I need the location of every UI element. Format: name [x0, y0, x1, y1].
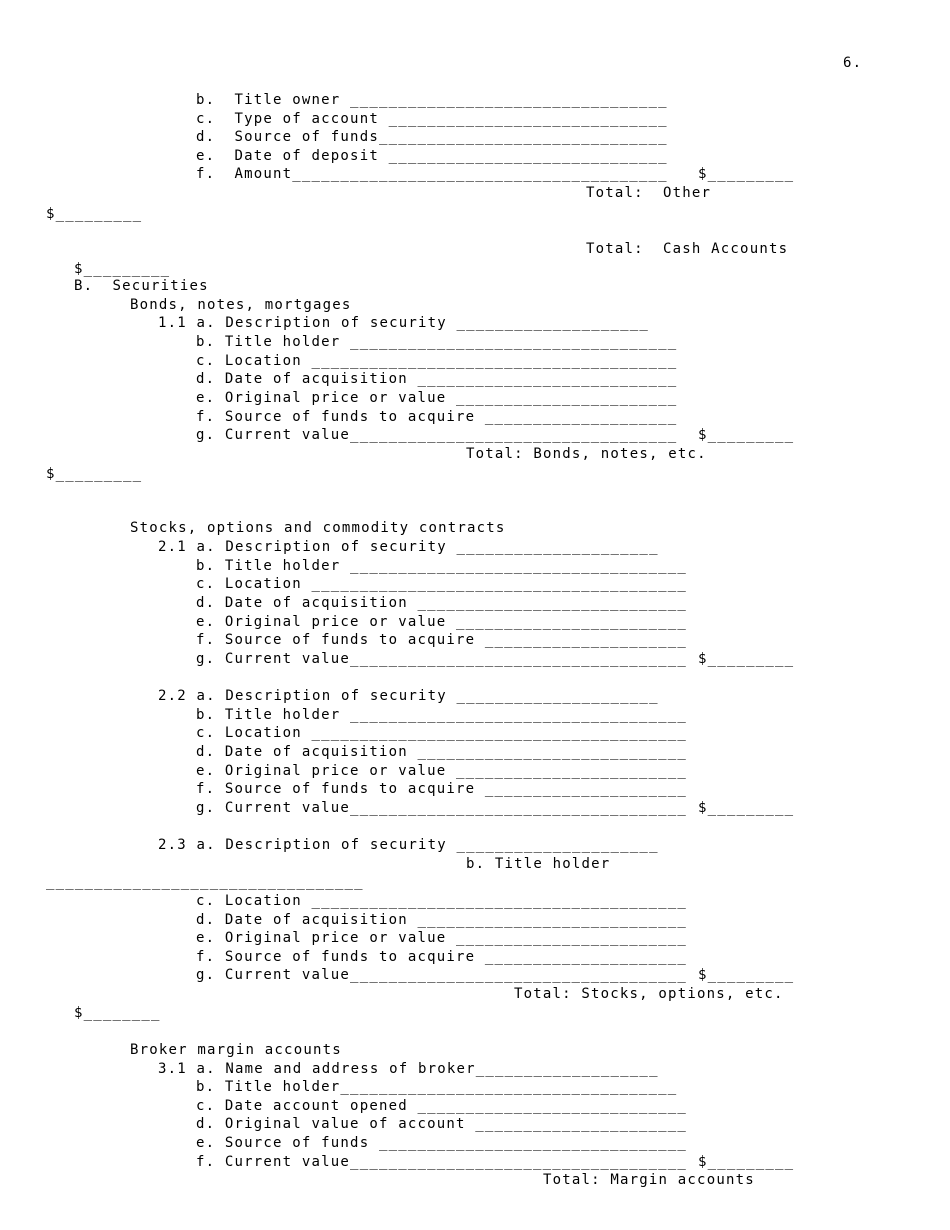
- total-margin-label: Total: Margin accounts: [543, 1172, 755, 1188]
- stocks-heading: Stocks, options and commodity contracts: [130, 520, 506, 536]
- stock-2-3-description-field: 2.3 a. Description of security _____________________: [158, 837, 659, 853]
- stock-2-1-title-holder-field: b. Title holder ___________________________________: [196, 558, 688, 574]
- stock-2-1-location-field: c. Location _______________________________________: [196, 576, 688, 592]
- bond-1-1-source-funds-field: f. Source of funds to acquire ____________________: [196, 409, 678, 425]
- stock-2-2-description-field: 2.2 a. Description of security _____________________: [158, 688, 659, 704]
- stock-2-2-title-holder-field: b. Title holder ___________________________________: [196, 707, 688, 723]
- total-other-amount: $_________: [46, 206, 143, 222]
- stock-2-3-current-value-field: g. Current value___________________________________: [196, 967, 688, 983]
- stock-2-3-date-acquisition-field: d. Date of acquisition ____________________________: [196, 912, 688, 928]
- total-bonds-amount: $_________: [46, 466, 143, 482]
- stock-2-2-date-acquisition-field: d. Date of acquisition ____________________________: [196, 744, 688, 760]
- bond-1-1-original-price-field: e. Original price or value _______________________: [196, 390, 678, 406]
- other-type-of-account-field: c. Type of account _____________________________: [196, 111, 668, 127]
- other-source-of-funds-field: d. Source of funds______________________________: [196, 129, 668, 145]
- stock-2-1-current-value-field: g. Current value___________________________________: [196, 651, 688, 667]
- stock-2-2-location-field: c. Location _______________________________________: [196, 725, 688, 741]
- other-title-owner-field: b. Title owner _________________________________: [196, 92, 668, 108]
- total-stocks-amount: $________: [74, 1005, 161, 1021]
- page-number: 6.: [843, 55, 863, 71]
- bonds-heading: Bonds, notes, mortgages: [130, 297, 352, 313]
- other-amount-field: f. Amount_______________________________________: [196, 166, 668, 182]
- stock-2-3-title-holder-label: b. Title holder: [466, 856, 611, 872]
- margin-3-1-source-funds-field: e. Source of funds ________________________________: [196, 1135, 688, 1151]
- total-other-label: Total: Other: [586, 185, 712, 201]
- margin-3-1-original-value-field: d. Original value of account ______________________: [196, 1116, 688, 1132]
- stock-2-2-amount-blank: $_________: [698, 800, 795, 816]
- margin-3-1-amount-blank: $_________: [698, 1154, 795, 1170]
- stock-2-1-source-funds-field: f. Source of funds to acquire _____________________: [196, 632, 688, 648]
- other-amount-blank: $_________: [698, 166, 795, 182]
- bond-1-1-current-value-field: g. Current value__________________________________: [196, 427, 678, 443]
- bond-1-1-amount-blank: $_________: [698, 427, 795, 443]
- bond-1-1-date-acquisition-field: d. Date of acquisition ___________________________: [196, 371, 678, 387]
- margin-3-1-current-value-field: f. Current value___________________________________: [196, 1154, 688, 1170]
- section-b-heading: B. Securities: [74, 278, 209, 294]
- stock-2-1-amount-blank: $_________: [698, 651, 795, 667]
- bond-1-1-title-holder-field: b. Title holder __________________________________: [196, 334, 678, 350]
- stock-2-1-date-acquisition-field: d. Date of acquisition ____________________________: [196, 595, 688, 611]
- stock-2-2-current-value-field: g. Current value___________________________________: [196, 800, 688, 816]
- bond-1-1-description-field: 1.1 a. Description of security ____________________: [158, 315, 650, 331]
- total-cash-label: Total: Cash Accounts: [586, 241, 789, 257]
- margin-3-1-broker-field: 3.1 a. Name and address of broker___________________: [158, 1061, 659, 1077]
- total-cash-amount: $_________: [74, 261, 171, 277]
- stock-2-1-original-price-field: e. Original price or value ________________________: [196, 614, 688, 630]
- stock-2-1-description-field: 2.1 a. Description of security _____________________: [158, 539, 659, 555]
- stock-2-3-source-funds-field: f. Source of funds to acquire _____________________: [196, 949, 688, 965]
- stock-2-2-source-funds-field: f. Source of funds to acquire _____________________: [196, 781, 688, 797]
- stock-2-2-original-price-field: e. Original price or value ________________________: [196, 763, 688, 779]
- total-stocks-label: Total: Stocks, options, etc.: [514, 986, 784, 1002]
- total-bonds-label: Total: Bonds, notes, etc.: [466, 446, 707, 462]
- margin-3-1-title-holder-field: b. Title holder___________________________________: [196, 1079, 678, 1095]
- margin-heading: Broker margin accounts: [130, 1042, 342, 1058]
- bond-1-1-location-field: c. Location ______________________________________: [196, 353, 678, 369]
- other-date-of-deposit-field: e. Date of deposit _____________________________: [196, 148, 668, 164]
- stock-2-3-amount-blank: $_________: [698, 967, 795, 983]
- stock-2-3-title-holder-line: _________________________________: [46, 874, 364, 890]
- stock-2-3-original-price-field: e. Original price or value ________________________: [196, 930, 688, 946]
- margin-3-1-date-opened-field: c. Date account opened ____________________________: [196, 1098, 688, 1114]
- stock-2-3-location-field: c. Location _______________________________________: [196, 893, 688, 909]
